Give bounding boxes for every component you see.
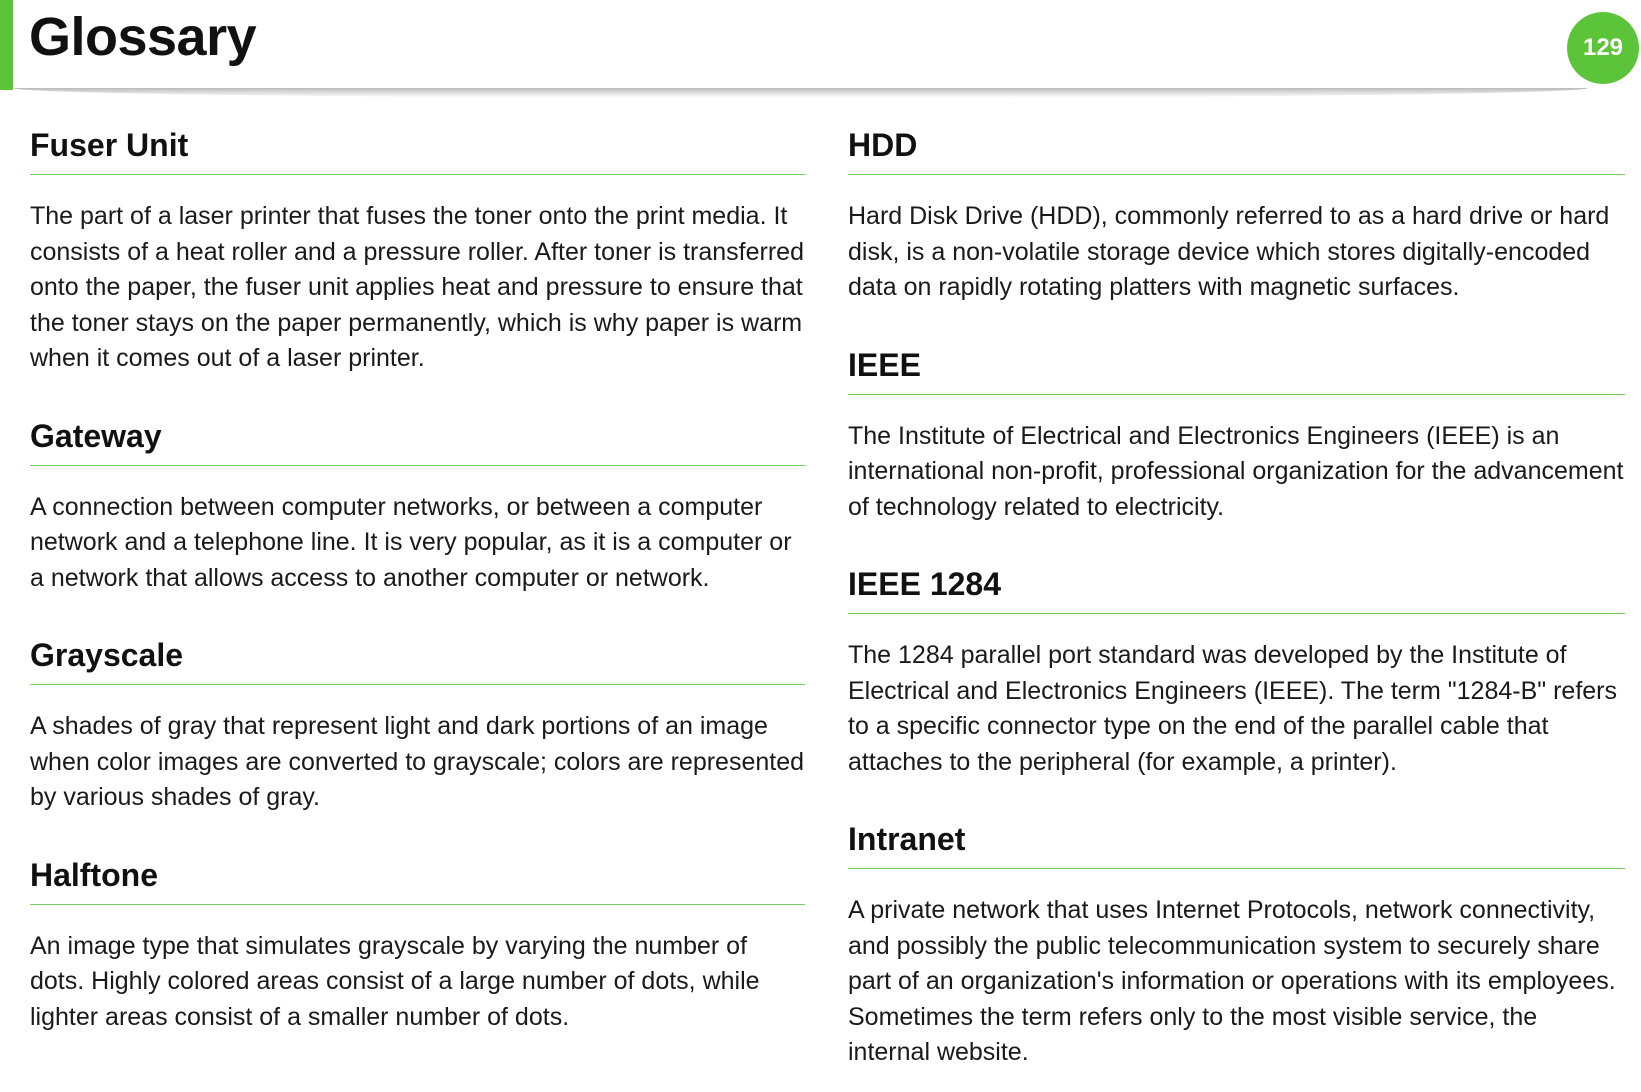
glossary-term: Fuser Unit	[30, 126, 805, 175]
header-divider	[13, 88, 1588, 98]
glossary-entry	[848, 346, 1625, 526]
glossary-definition: A private network that uses Internet Protocols, network connectivity, and possibly the public telecommunication system to securely share part of an organization's information or operations with its employees. Sometimes the term refers only to the most visible service, the internal website.	[848, 896, 1616, 1066]
glossary-entry	[848, 565, 1625, 780]
glossary-entry	[30, 417, 805, 597]
glossary-definition: The part of a laser printer that fuses the toner onto the print media. It consists of a heat roller and a pressure roller. After toner is transferred onto the paper, the fuser unit applies heat and pressure to ensure that the toner stays on the paper permanently, which is why paper is warm when it comes out of a laser printer.	[30, 202, 804, 372]
glossary-definition: An image type that simulates grayscale by varying the number of dots. Highly colored areas consist of a large number of dots, while lighter areas consist of a smaller number of dots.	[30, 931, 760, 1031]
glossary-definition: The Institute of Electrical and Electronics Engineers (IEEE) is an international non-profit, professional organization for the advancement of technology related to electricity.	[848, 421, 1624, 521]
glossary-term: IEEE	[848, 346, 1625, 395]
glossary-left-column	[30, 126, 805, 1075]
glossary-entry	[848, 820, 1625, 1071]
glossary-definition: The 1284 parallel port standard was developed by the Institute of Electrical and Electronics Engineers (IEEE). The term "1284-B" refers to a specific connector type on the end of the parallel cable that attaches to the peripheral (for example, a printer).	[848, 641, 1617, 776]
glossary-definition: A shades of gray that represent light and dark portions of an image when color images are converted to grayscale; colors are represented by various shades of gray.	[30, 712, 805, 811]
glossary-definition: Hard Disk Drive (HDD), commonly referred to as a hard drive or hard disk, is a non-volatile storage device which stores digitally-encoded data on rapidly rotating platters with magnetic surfaces.	[848, 202, 1610, 301]
glossary-term: HDD	[848, 126, 1625, 175]
glossary-term: Gateway	[30, 417, 805, 466]
glossary-term: Intranet	[848, 820, 1625, 869]
glossary-entry	[848, 126, 1625, 306]
glossary-right-column	[848, 126, 1625, 1092]
glossary-term: IEEE 1284	[848, 565, 1625, 614]
glossary-entry	[30, 126, 805, 377]
glossary-term: Halftone	[30, 856, 805, 905]
glossary-term: Grayscale	[30, 636, 805, 685]
glossary-entry	[30, 856, 805, 1036]
page-title: Glossary	[29, 7, 257, 67]
glossary-definition: A connection between computer networks, or between a computer network and a telephone line. It is very popular, as it is a computer or a network that allows access to another computer or network.	[30, 492, 792, 592]
glossary-entry	[30, 636, 805, 816]
header-accent-bar	[0, 0, 13, 90]
page-number-badge: 129	[1567, 12, 1639, 84]
